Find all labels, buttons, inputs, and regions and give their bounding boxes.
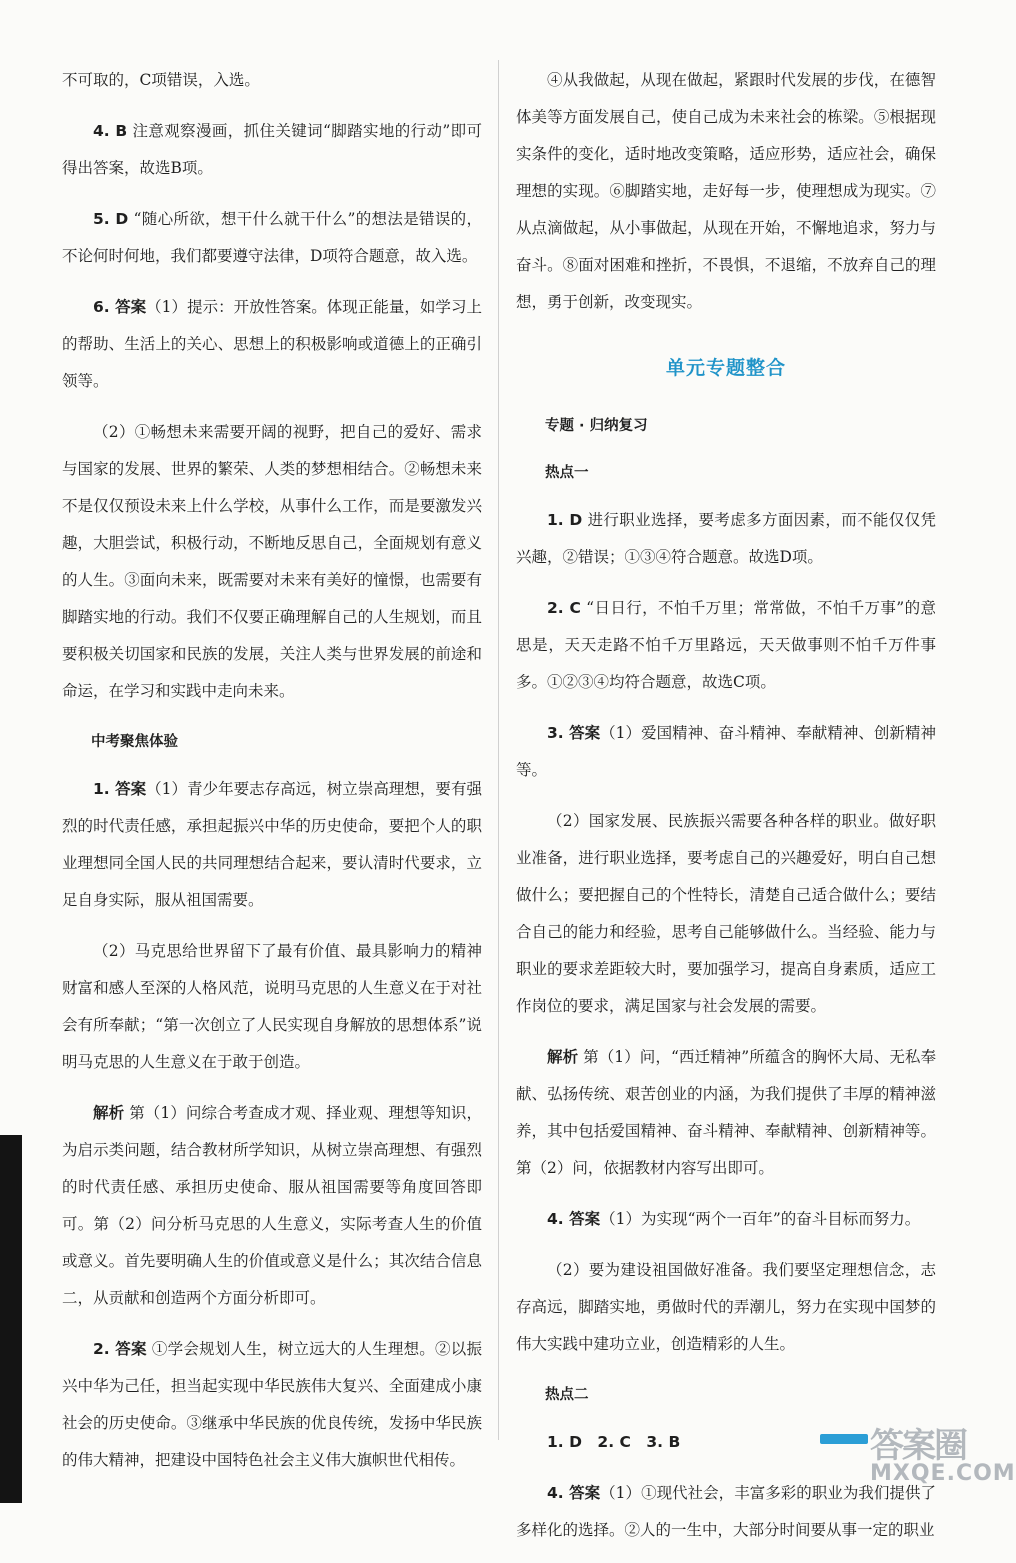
item-label: 1. 答案 — [93, 780, 147, 798]
answer-item-3 — [516, 715, 936, 789]
analysis — [516, 1039, 936, 1187]
item-label: 解析 — [93, 1104, 125, 1122]
paragraph: ④从我做起，从现在做起，紧跟时代发展的步伐，在德智体美等方面发展自己，使自己成为未来社会的栋梁。⑤根据现实条件的变化，适时地改变策略，适应形势，适应社会，确保理想的实现。⑥脚踏实地，走好每一步，使理想成为现实。⑦从点滴做起，从小事做起，从现在开始，不懈地追求，努力与奋斗。⑧面对困难和挫折，不畏惧，不退缩，不放弃自己的理想，勇于创新，改变现实。 — [516, 71, 936, 311]
item-text: ①学会规划人生，树立远大的人生理想。②以振兴中华为己任，担当起实现中华民族伟大复兴、全面建成小康社会的历史使命。③继承中华民族的优良传统，发扬中华民族的伟大精神，把建设中国特色社会主义伟大旗帜世代相传。 — [62, 1340, 482, 1469]
column-divider — [498, 60, 499, 1440]
item-text: （1）①现代社会，丰富多彩的职业为我们提供了多样化的选择。②人的一生中，大部分时间要从事一定的职业 — [516, 1484, 936, 1539]
section-title: 单元专题整合 — [665, 357, 786, 379]
right-column — [516, 62, 936, 1563]
item-label: 4. 答案 — [547, 1484, 601, 1502]
analysis — [62, 1095, 482, 1317]
watermark-url: MXQE.COM — [870, 1461, 1016, 1486]
item-label: 2. C — [547, 599, 581, 617]
answer-item-4 — [516, 1201, 936, 1238]
answer-item-2 — [516, 590, 936, 701]
item-label: 2. 答案 — [93, 1340, 147, 1358]
answer-item-1 — [62, 771, 482, 919]
item-text: （1）提示：开放性答案。体现正能量，如学习上的帮助、生活上的关心、思想上的积极影响或道德上的正确引领等。 — [62, 298, 482, 390]
watermark-logo — [870, 1418, 1016, 1498]
scan-edge-shadow — [0, 1135, 22, 1503]
watermark-text: 答案圈 — [870, 1426, 966, 1466]
item-text: “日日行，不怕千万里；常常做，不怕千万事”的意思是，天天走路不怕千万里路远，天天做事则不怕千万件事多。①②③④均符合题意，故选C项。 — [516, 599, 937, 691]
subsection-heading: 热点二 — [545, 1387, 589, 1403]
page-tab-marker — [820, 1434, 868, 1444]
item-text: “随心所欲，想干什么就干什么”的想法是错误的，不论何时何地，我们都要遵守法律，D项符合题意，故入选。 — [62, 210, 482, 265]
item-label: 3. 答案 — [547, 724, 601, 742]
item-text: 第（1）问综合考查成才观、择业观、理想等知识，为启示类问题，结合教材所学知识，从树立崇高理想、有强烈的时代责任感、承担历史使命、服从祖国需要等角度回答即可。第（2）问分析马克思的人生意义，实际考查人生的价值或意义。首先要明确人生的价值或意义是什么；其次结合信息二，从贡献和创造两个方面分析即可。 — [62, 1104, 482, 1307]
item-text: 注意观察漫画，抓住关键词“脚踏实地的行动”即可得出答案，故选B项。 — [62, 122, 483, 177]
paragraph: 不可取的，C项错误，入选。 — [62, 71, 260, 89]
answer-item-5 — [62, 201, 482, 275]
item-label: 6. 答案 — [93, 298, 147, 316]
answer-list: 1. D 2. C 3. B — [547, 1433, 681, 1451]
answer-item-6 — [62, 289, 482, 400]
item-label: 4. B — [93, 122, 128, 140]
paragraph: （2）①畅想未来需要开阔的视野，把自己的爱好、需求与国家的发展、世界的繁荣、人类的梦想相结合。②畅想未来不是仅仅预设未来上什么学校，从事什么工作，而是要激发兴趣，大胆尝试，积极行动，不断地反思自己，全面规划有意义的人生。③面向未来，既需要对未来有美好的憧憬，也需要有脚踏实地的行动。我们不仅要正确理解自己的人生规划，而且要积极关切国家和民族的发展，关注人类与世界发展的前途和命运，在学习和实践中走向未来。 — [62, 423, 482, 700]
subsection-heading: 热点一 — [545, 465, 589, 481]
item-text: （1）爱国精神、奋斗精神、奉献精神、创新精神等。 — [516, 724, 936, 779]
section-heading: 中考聚焦体验 — [91, 734, 178, 750]
item-text: 第（1）问，“西迁精神”所蕴含的胸怀大局、无私奉献、弘扬传统、艰苦创业的内涵，为我们提供了丰厚的精神滋养，其中包括爱国精神、奋斗精神、奉献精神、创新精神等。第（2）问，依据教材内容写出即可。 — [516, 1048, 936, 1177]
answer-item-1 — [516, 502, 936, 576]
item-text: （1）青少年要志存高远，树立崇高理想，要有强烈的时代责任感，承担起振兴中华的历史使命，要把个人的职业理想同全国人民的共同理想结合起来，要认清时代要求，立足自身实际，服从祖国需要。 — [62, 780, 482, 909]
section-heading: 专题 · 归纳复习 — [545, 418, 648, 434]
item-text: 进行职业选择，要考虑多方面因素，而不能仅仅凭兴趣，②错误；①③④符合题意。故选D项。 — [516, 511, 936, 566]
paragraph: （2）要为建设祖国做好准备。我们要坚定理想信念，志存高远，脚踏实地，勇做时代的弄潮儿，努力在实现中国梦的伟大实践中建功立业，创造精彩的人生。 — [516, 1261, 936, 1353]
item-label: 1. D — [547, 511, 583, 529]
item-label: 4. 答案 — [547, 1210, 601, 1228]
paragraph: （2）马克思给世界留下了最有价值、最具影响力的精神财富和感人至深的人格风范，说明马克思的人生意义在于对社会有所奉献；“第一次创立了人民实现自身解放的思想体系”说明马克思的人生意义在于敢于创造。 — [62, 942, 482, 1071]
answer-item-4 — [62, 113, 482, 187]
left-column — [62, 62, 482, 1493]
answer-item-2 — [62, 1331, 482, 1479]
item-label: 解析 — [547, 1048, 579, 1066]
item-label: 5. D — [93, 210, 129, 228]
item-text: （1）为实现“两个一百年”的奋斗目标而努力。 — [600, 1210, 921, 1228]
paragraph: （2）国家发展、民族振兴需要各种各样的职业。做好职业准备，进行职业选择，要考虑自己的兴趣爱好，明白自己想做什么；要把握自己的个性特长，清楚自己适合做什么；要结合自己的能力和经验，思考自己能够做什么。当经验、能力与职业的要求差距较大时，要加强学习，提高自身素质，适应工作岗位的要求，满足国家与社会发展的需要。 — [516, 812, 936, 1015]
